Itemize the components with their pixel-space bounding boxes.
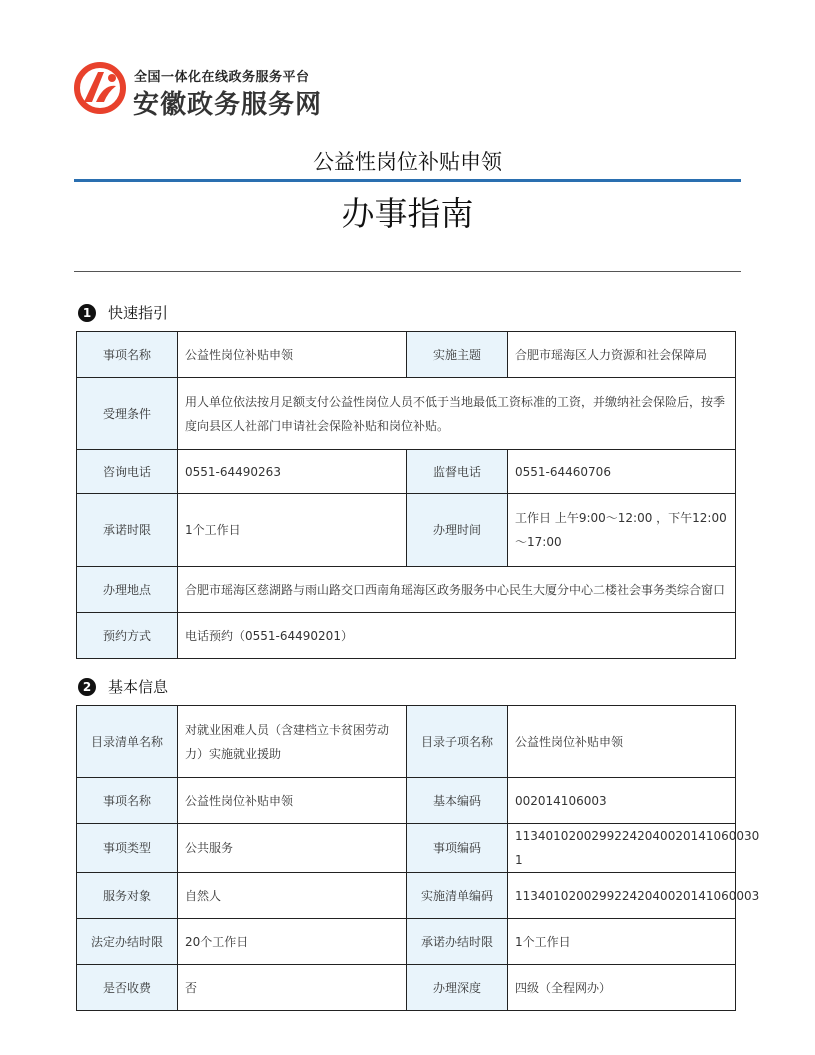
table-row	[77, 706, 736, 778]
item-type-value: 公共服务	[178, 824, 407, 873]
table-row	[77, 332, 736, 378]
item-name-label: 事项名称	[77, 778, 178, 824]
subitem-name-label: 目录子项名称	[407, 706, 508, 778]
base-code-label: 基本编码	[407, 778, 508, 824]
list-code-value: 11340102002992242040020141060003	[508, 873, 736, 919]
heading-divider	[74, 271, 741, 272]
item-name-value: 公益性岗位补贴申领	[178, 332, 407, 378]
section-title-text: 快速指引	[108, 304, 169, 322]
booking-label: 预约方式	[77, 613, 178, 659]
phone-label: 咨询电话	[77, 450, 178, 494]
base-code-value: 002014106003	[508, 778, 736, 824]
document-title: 公益性岗位补贴申领	[313, 150, 502, 174]
table-row	[77, 873, 736, 919]
table-row	[77, 567, 736, 613]
promise-limit-label: 承诺时限	[77, 494, 178, 567]
hours-value: 工作日 上午9:00～12:00 ，下午12:00～17:00	[508, 494, 736, 567]
catalog-name-label: 目录清单名称	[77, 706, 178, 778]
logo-emblem-icon	[74, 62, 126, 114]
table-row	[77, 378, 736, 450]
table-row	[77, 450, 736, 494]
table-row	[77, 778, 736, 824]
commit-limit-value: 1个工作日	[508, 919, 736, 965]
document-heading: 办事指南	[341, 194, 474, 233]
logo-title: 安徽政务服务网	[133, 90, 323, 120]
depth-label: 办理深度	[407, 965, 508, 1011]
subitem-name-value: 公益性岗位补贴申领	[508, 706, 736, 778]
section-number-badge: 2	[78, 678, 96, 696]
table-row	[77, 613, 736, 659]
supervise-phone-label: 监督电话	[407, 450, 508, 494]
item-code-label: 事项编码	[407, 824, 508, 873]
commit-limit-label: 承诺办结时限	[407, 919, 508, 965]
table-row	[77, 919, 736, 965]
item-code-value: 11340102002992242040020141060030 1	[508, 824, 736, 873]
basic-info-table	[76, 705, 760, 1011]
site-logo	[74, 62, 374, 120]
subject-label: 实施主题	[407, 332, 508, 378]
section-title-text: 基本信息	[108, 678, 169, 696]
legal-limit-value: 20个工作日	[178, 919, 407, 965]
hours-label: 办理时间	[407, 494, 508, 567]
supervise-phone-value: 0551-64460706	[508, 450, 736, 494]
location-value: 合肥市瑶海区慈湖路与雨山路交口西南角瑶海区政务服务中心民生大厦分中心二楼社会事务类综合窗口	[178, 567, 736, 613]
section-basic-info-title	[78, 676, 168, 697]
section-quick-guide-title	[78, 302, 168, 323]
promise-limit-value: 1个工作日	[178, 494, 407, 567]
table-row	[77, 494, 736, 567]
condition-label: 受理条件	[77, 378, 178, 450]
phone-value: 0551-64490263	[178, 450, 407, 494]
section-number-badge: 1	[78, 304, 96, 322]
subject-value: 合肥市瑶海区人力资源和社会保障局	[508, 332, 736, 378]
list-code-label: 实施清单编码	[407, 873, 508, 919]
table-row	[77, 965, 736, 1011]
booking-value: 电话预约（0551-64490201）	[178, 613, 736, 659]
service-target-label: 服务对象	[77, 873, 178, 919]
item-name-value: 公益性岗位补贴申领	[178, 778, 407, 824]
catalog-name-value: 对就业困难人员（含建档立卡贫困劳动力）实施就业援助	[178, 706, 407, 778]
logo-subtitle: 全国一体化在线政务服务平台	[134, 70, 310, 85]
fee-value: 否	[178, 965, 407, 1011]
item-type-label: 事项类型	[77, 824, 178, 873]
depth-value: 四级（全程网办）	[508, 965, 736, 1011]
quick-guide-table	[76, 331, 736, 659]
condition-value: 用人单位依法按月足额支付公益性岗位人员不低于当地最低工资标准的工资，并缴纳社会保险后，按季度向县区人社部门申请社会保险补贴和岗位补贴。	[178, 378, 736, 450]
service-target-value: 自然人	[178, 873, 407, 919]
legal-limit-label: 法定办结时限	[77, 919, 178, 965]
table-row	[77, 824, 736, 873]
title-divider-blue	[74, 179, 741, 182]
fee-label: 是否收费	[77, 965, 178, 1011]
location-label: 办理地点	[77, 567, 178, 613]
item-name-label: 事项名称	[77, 332, 178, 378]
